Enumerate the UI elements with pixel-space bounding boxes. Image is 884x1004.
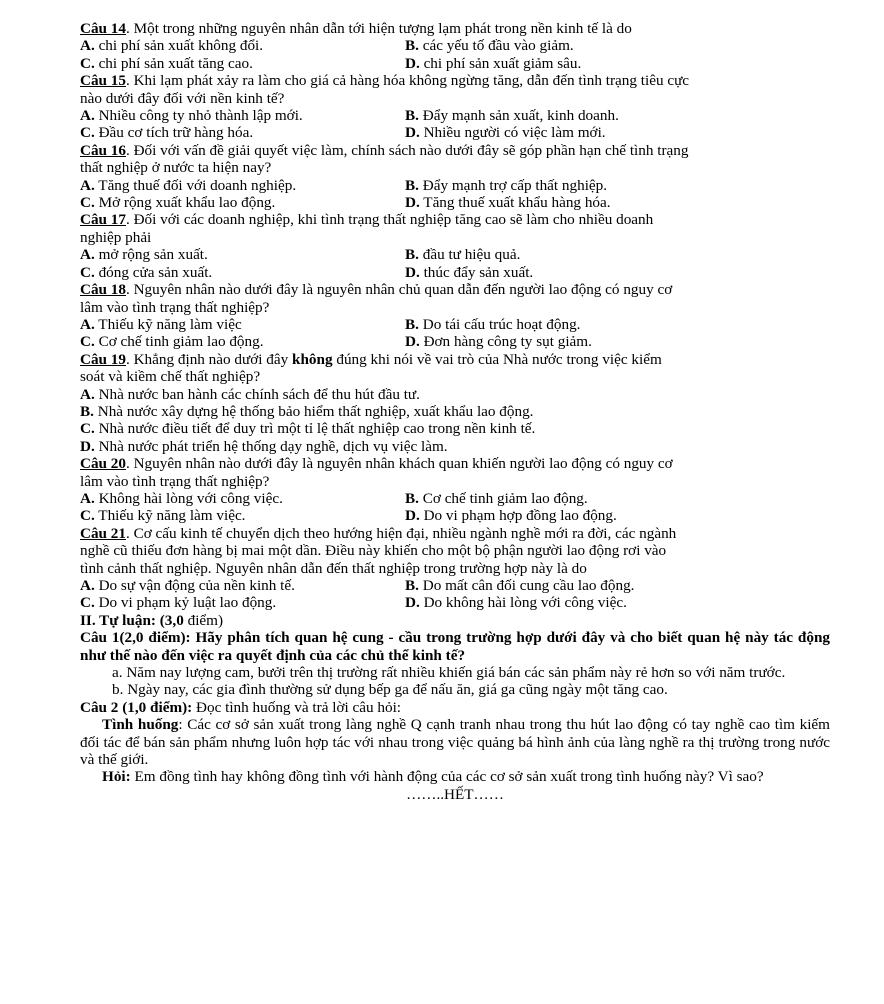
question-19: Câu 19. Khẳng định nào dưới đây không đúng khi nói về vai trò của Nhà nước trong việc kiểm soát và kiềm chế thất nghiệp? A. Nhà nước ban hành các chính sách để thu hút đầu tư. B. Nhà nước xây dựng hệ thống bảo hiểm thất nghiệp, xuất khẩu lao động. C. Nhà nước điều tiết để duy trì một tỉ lệ thất nghiệp cao trong nền kinh tế. D. Nhà nước phát triển hệ thống dạy nghề, dịch vụ việc làm. [80, 351, 830, 455]
question-number: Câu 17 [80, 211, 126, 229]
question-stem: . Khi lạm phát xảy ra làm cho giá cả hàng hóa không ngừng tăng, dẫn đến tình trạng tiêu cực [126, 72, 690, 90]
option-row [80, 55, 830, 72]
question-stem: . Đối với các doanh nghiệp, khi tình trạng thất nghiệp tăng cao sẽ làm cho nhiều doanh [126, 211, 654, 229]
section-heading: II. Tự luận: (3,0 điểm) [80, 611, 224, 629]
exam-page [80, 20, 830, 803]
option-b[interactable]: B. Do tái cấu trúc hoạt động. [405, 315, 581, 333]
option-b[interactable]: B. đầu tư hiệu quả. [405, 246, 521, 264]
ask-paragraph: Hỏi: Em đồng tình hay không đồng tình với hành động của các cơ sở sản xuất trong tình huống này? Vì sao? [102, 768, 764, 786]
option-a[interactable]: A. Nhà nước ban hành các chính sách để thu hút đầu tư. [80, 385, 420, 403]
question-number: Câu 15 [80, 72, 126, 90]
option-c[interactable]: C. đóng cửa sản xuất. [80, 263, 213, 281]
option-d[interactable]: D. thúc đẩy sản xuất. [405, 263, 534, 281]
option-b[interactable]: B. Đẩy mạnh trợ cấp thất nghiệp. [405, 176, 608, 194]
option-b[interactable]: B. Đẩy mạnh sản xuất, kinh doanh. [405, 107, 619, 125]
option-row [80, 507, 830, 524]
option-row [80, 177, 830, 194]
question-stem-cont: nào dưới đây đối với nền kinh tế? [80, 89, 285, 107]
question-stem-cont: nghề cũ thiếu đơn hàng bị mai một dần. Điều này khiến cho một bộ phận người lao động rơi vào [80, 542, 667, 560]
option-b[interactable]: B. Do mất cân đối cung cầu lao động. [405, 577, 635, 594]
option-a[interactable]: A. mở rộng sản xuất. [80, 246, 208, 264]
question-18 [80, 281, 830, 351]
question-stem-cont: tình cảnh thất nghiệp. Nguyên nhân dẫn đến thất nghiệp trong trường hợp này là do [80, 559, 587, 577]
question-stem: . Nguyên nhân nào dưới đây là nguyên nhân chủ quan dẫn đến người lao động có nguy cơ [126, 281, 673, 299]
option-c[interactable]: C. Do vi phạm kỷ luật lao động. [80, 594, 277, 612]
option-a[interactable]: A. chi phí sản xuất không đổi. [80, 37, 264, 55]
option-c[interactable]: C. chi phí sản xuất tăng cao. [80, 54, 253, 72]
option-row [80, 264, 830, 281]
question-stem-cont: thất nghiệp ở nước ta hiện nay? [80, 159, 272, 177]
option-row [80, 107, 830, 124]
option-row [80, 124, 830, 141]
option-row [80, 490, 830, 507]
option-row [80, 333, 830, 350]
option-d[interactable]: D. Tăng thuế xuất khẩu hàng hóa. [405, 194, 611, 212]
option-c[interactable]: C. Nhà nước điều tiết để duy trì một tỉ lệ thất nghiệp cao trong nền kinh tế. [80, 420, 536, 438]
option-a[interactable]: A. Không hài lòng với công việc. [80, 489, 283, 507]
option-c[interactable]: C. Thiếu kỹ năng làm việc. [80, 507, 246, 525]
option-d[interactable]: D. Đơn hàng công ty sụt giảm. [405, 333, 592, 351]
option-d[interactable]: D. Nhiều người có việc làm mới. [405, 124, 606, 142]
option-row [80, 316, 830, 333]
question-stem-cont: soát và kiềm chế thất nghiệp? [80, 368, 261, 386]
question-21 [80, 525, 830, 612]
option-a[interactable]: A. Nhiều công ty nhỏ thành lập mới. [80, 107, 303, 125]
essay-question-1-title: Câu 1(2,0 điểm): Hãy phân tích quan hệ cung - cầu trong trường hợp dưới đây và cho biết quan hệ này tác động như thế nào đến việc ra quyết định của các chủ thể kinh tế? [80, 629, 830, 664]
question-stem: . Đối với vấn đề giải quyết việc làm, chính sách nào dưới đây sẽ góp phần hạn chế tình trạng [126, 141, 689, 159]
question-number: Câu 19 [80, 350, 126, 368]
option-c[interactable]: C. Đầu cơ tích trữ hàng hóa. [80, 124, 254, 142]
option-c[interactable]: C. Cơ chế tinh giảm lao động. [80, 333, 264, 351]
question-stem-cont: nghiệp phải [80, 228, 152, 246]
question-17 [80, 211, 830, 281]
option-a[interactable]: A. Thiếu kỹ năng làm việc [80, 315, 242, 333]
question-stem-cont: lâm vào tình trạng thất nghiệp? [80, 298, 270, 316]
option-row [80, 246, 830, 263]
essay-section [80, 612, 830, 803]
option-d[interactable]: D. Do vi phạm hợp đồng lao động. [405, 507, 617, 525]
question-20 [80, 455, 830, 525]
question-stem: . Cơ cấu kinh tế chuyển dịch theo hướng hiện đại, nhiều ngành nghề mới ra đời, các ngành [126, 524, 677, 542]
option-a[interactable]: A. Do sự vận động của nền kinh tế. [80, 577, 295, 594]
question-15 [80, 72, 830, 142]
question-stem-cont: lâm vào tình trạng thất nghiệp? [80, 472, 270, 490]
option-c[interactable]: C. Mở rộng xuất khẩu lao động. [80, 194, 276, 212]
option-row [80, 594, 830, 611]
question-stem: . Nguyên nhân nào dưới đây là nguyên nhân khách quan khiến người lao động có nguy cơ [126, 455, 673, 473]
option-d[interactable]: D. Nhà nước phát triển hệ thống dạy nghề, dịch vụ việc làm. [80, 437, 448, 455]
situation-paragraph: Tình huống: Các cơ sở sản xuất trong làng nghề Q cạnh tranh nhau trong thu hút lao động có tay nghề cao tìm kiếm đối tác để bán sản phẩm nhưng luôn hợp tác với nhau trong việc quảng bá hình ảnh của làng nghề ra thị trường trong nước và thế giới. [80, 716, 830, 769]
question-stem: . Một trong những nguyên nhân dẫn tới hiện tượng lạm phát trong nền kinh tế là do [126, 20, 632, 37]
question-number: Câu 21 [80, 524, 126, 542]
option-row [80, 577, 830, 594]
option-b[interactable]: B. các yếu tố đầu vào giảm. [405, 37, 574, 55]
question-number: Câu 20 [80, 455, 126, 473]
option-row [80, 194, 830, 211]
option-b[interactable]: B. Nhà nước xây dựng hệ thống bảo hiểm thất nghiệp, xuất khẩu lao động. [80, 402, 534, 420]
option-d[interactable]: D. Do không hài lòng với công việc. [405, 594, 627, 612]
essay-question-1-part-b: b. Ngày nay, các gia đình thường sử dụng bếp ga để nấu ăn, giá ga cũng ngày một tăng cao. [112, 681, 668, 699]
emphasis-not: không [292, 350, 333, 368]
question-16 [80, 142, 830, 212]
end-marker: ……..HẾT…… [406, 785, 504, 803]
essay-question-1-part-a: a. Năm nay lượng cam, bưởi trên thị trường rất nhiều khiến giá bán các sản phẩm này rẻ hơn so với năm trước. [112, 664, 786, 682]
option-b[interactable]: B. Cơ chế tinh giảm lao động. [405, 489, 588, 507]
question-number: Câu 18 [80, 281, 126, 299]
essay-question-2-title: Câu 2 (1,0 điểm): Đọc tình huống và trả lời câu hỏi: [80, 698, 402, 716]
option-row [80, 37, 830, 54]
question-14 [80, 20, 830, 72]
question-number: Câu 16 [80, 141, 126, 159]
question-number: Câu 14 [80, 20, 126, 37]
option-a[interactable]: A. Tăng thuế đối với doanh nghiệp. [80, 176, 297, 194]
option-d[interactable]: D. chi phí sản xuất giảm sâu. [405, 54, 582, 72]
